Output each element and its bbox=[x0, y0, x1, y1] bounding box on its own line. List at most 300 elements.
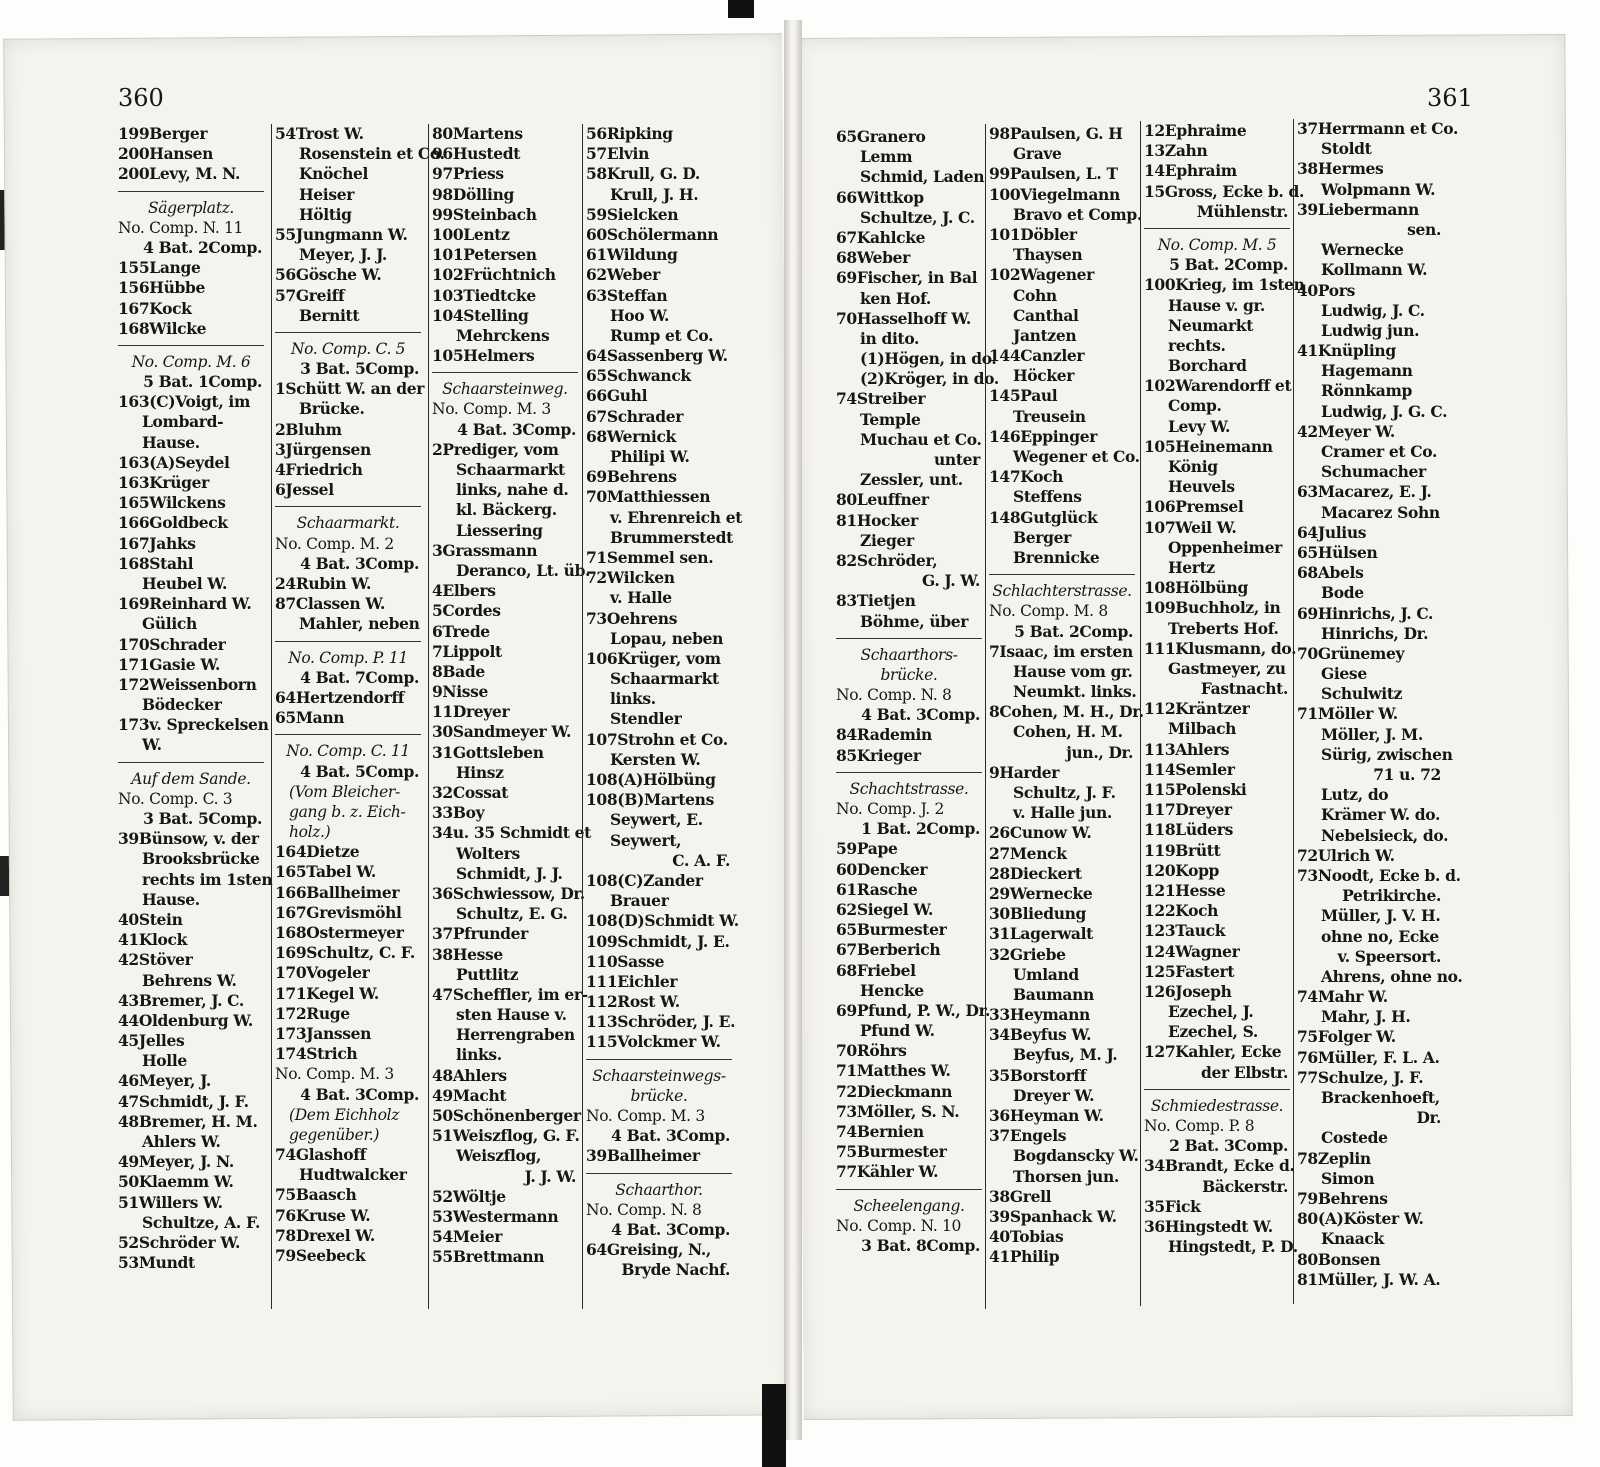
directory-entry: Hagemann bbox=[1321, 361, 1413, 381]
directory-entry: Steffens bbox=[1013, 487, 1082, 507]
directory-column-5 bbox=[836, 127, 999, 1256]
directory-entry: 172Ruge bbox=[275, 1003, 350, 1023]
directory-entry: 64Hertzendorff bbox=[275, 687, 405, 707]
directory-entry: Kollmann W. bbox=[1321, 260, 1428, 280]
directory-entry: 174Strich bbox=[275, 1044, 358, 1064]
directory-entry: 107Weil W. bbox=[1144, 517, 1237, 537]
directory-entry: Holle bbox=[142, 1051, 187, 1071]
directory-entry: Hertz bbox=[1168, 557, 1215, 577]
section-heading: brücke. bbox=[630, 1086, 688, 1105]
directory-entry: G. J. W. bbox=[922, 571, 980, 591]
directory-entry: 65Hülsen bbox=[1297, 542, 1378, 562]
directory-entry: 113Schröder, J. E. bbox=[586, 1012, 736, 1032]
directory-entry: Behrens W. bbox=[142, 970, 237, 990]
directory-entry: 74Glashoff bbox=[275, 1145, 366, 1165]
directory-entry: 105Heinemann bbox=[1144, 436, 1273, 456]
directory-entry: 49Meyer, J. N. bbox=[118, 1152, 234, 1172]
directory-entry: 2 Bat. 3Comp. bbox=[1169, 1136, 1288, 1156]
directory-entry: Levy W. bbox=[1168, 416, 1231, 436]
directory-entry: Mahler, neben bbox=[299, 614, 420, 634]
directory-entry: No. Comp. N. 8 bbox=[586, 1200, 702, 1219]
directory-entry: 13Zahn bbox=[1144, 141, 1208, 161]
directory-entry: Ezechel, S. bbox=[1168, 1022, 1258, 1042]
directory-entry: 38Hermes bbox=[1297, 159, 1384, 179]
directory-entry: Ludwig, J. C. bbox=[1321, 300, 1425, 320]
directory-entry: Canthal bbox=[1013, 305, 1079, 325]
directory-entry: 102Warendorff et bbox=[1144, 376, 1292, 396]
directory-entry: Schaarmarkt bbox=[456, 460, 565, 480]
directory-entry: 5Cordes bbox=[432, 601, 501, 621]
directory-entry: 6Jessel bbox=[275, 480, 334, 500]
directory-entry: 169Reinhard W. bbox=[118, 594, 252, 614]
directory-entry: 78Drexel W. bbox=[275, 1225, 375, 1245]
directory-entry: 7Isaac, im ersten bbox=[989, 641, 1133, 661]
directory-entry: 29Wernecke bbox=[989, 883, 1093, 903]
directory-entry: 104Stelling bbox=[432, 305, 529, 325]
directory-entry: 111Eichler bbox=[586, 971, 678, 991]
directory-entry: 32Cossat bbox=[432, 783, 509, 803]
section-heading: Schaarthors- bbox=[836, 638, 982, 665]
directory-entry: 127Kahler, Ecke bbox=[1144, 1042, 1282, 1062]
directory-entry: 4Friedrich bbox=[275, 460, 363, 480]
directory-entry: 32Griebe bbox=[989, 944, 1066, 964]
directory-entry: Ahlers W. bbox=[142, 1132, 221, 1152]
directory-entry: 73Möller, S. N. bbox=[836, 1101, 960, 1121]
directory-entry: 4 Bat. 3Comp. bbox=[300, 553, 419, 573]
directory-entry: 46Meyer, J. bbox=[118, 1071, 211, 1091]
directory-entry: Neumarkt bbox=[1168, 315, 1254, 335]
directory-column-2 bbox=[271, 124, 445, 1309]
directory-entry: 145Paul bbox=[989, 386, 1058, 406]
directory-entry: in dito. bbox=[860, 328, 920, 348]
directory-entry: König bbox=[1168, 457, 1218, 477]
directory-entry: Brücke. bbox=[299, 399, 365, 419]
directory-entry: 15Gross, Ecke b. d. bbox=[1144, 181, 1305, 201]
directory-entry: 109Schmidt, J. E. bbox=[586, 931, 730, 951]
directory-entry: 75Burmester bbox=[836, 1142, 947, 1162]
directory-entry: Bode bbox=[1321, 583, 1364, 603]
directory-entry: Lopau, neben bbox=[610, 628, 724, 648]
directory-entry: 108(C)Zander bbox=[586, 870, 703, 890]
directory-entry: Zieger bbox=[860, 530, 914, 550]
directory-entry: 68Weber bbox=[836, 248, 910, 268]
bottom-clip bbox=[762, 1384, 786, 1467]
directory-entry: 42Meyer W. bbox=[1297, 421, 1395, 441]
directory-entry: 80Leuffner bbox=[836, 490, 929, 510]
directory-entry: 48Bremer, H. M. bbox=[118, 1111, 258, 1131]
directory-entry: 70Röhrs bbox=[836, 1041, 907, 1061]
directory-entry: No. Comp. C. 3 bbox=[118, 789, 233, 808]
directory-entry: Treusein bbox=[1013, 406, 1086, 426]
directory-entry: Dreyer W. bbox=[1013, 1085, 1095, 1105]
directory-entry: 49Macht bbox=[432, 1085, 507, 1105]
directory-entry: Stoldt bbox=[1321, 139, 1372, 159]
directory-entry: 65Schwanck bbox=[586, 366, 691, 386]
directory-entry: Wolters bbox=[456, 843, 520, 863]
directory-entry: Jantzen bbox=[1013, 325, 1077, 345]
directory-entry: No. Comp. M. 3 bbox=[586, 1107, 705, 1126]
directory-entry: 47Scheffler, im er- bbox=[432, 984, 588, 1004]
directory-entry: 103Tiedtcke bbox=[432, 285, 536, 305]
directory-entry: 31Lagerwalt bbox=[989, 924, 1093, 944]
directory-entry: Neumkt. links. bbox=[1013, 682, 1137, 702]
directory-entry: 72Wilcken bbox=[586, 568, 675, 588]
directory-entry: 54Trost W. bbox=[275, 124, 364, 143]
directory-entry: 4 Bat. 3Comp. bbox=[457, 419, 576, 439]
directory-entry: unter bbox=[934, 450, 980, 469]
directory-entry: 108(A)Hölbüng bbox=[586, 770, 716, 789]
directory-entry: 169Schultz, C. F. bbox=[275, 943, 415, 963]
directory-entry: 4 Bat. 3Comp. bbox=[861, 705, 980, 725]
directory-entry: Ludwig, J. G. C. bbox=[1321, 401, 1448, 421]
directory-entry: 146Eppinger bbox=[989, 426, 1098, 446]
directory-entry: 64Greising, N., bbox=[586, 1240, 711, 1260]
directory-entry: 120Kopp bbox=[1144, 860, 1220, 880]
directory-entry: 56Gösche W. bbox=[275, 265, 382, 285]
directory-entry: Bernitt bbox=[299, 305, 360, 325]
directory-entry: Schmid, Laden bbox=[860, 167, 985, 187]
directory-entry: Schultze, A. F. bbox=[142, 1212, 261, 1232]
directory-entry: Brackenhoeft, bbox=[1321, 1088, 1440, 1107]
directory-entry: Meyer, J. J. bbox=[299, 245, 387, 265]
directory-entry: 167Kock bbox=[118, 298, 192, 318]
directory-entry: Liessering bbox=[456, 520, 543, 540]
directory-entry: 69Behrens bbox=[586, 467, 677, 487]
directory-entry: 167Grevismöhl bbox=[275, 902, 402, 922]
directory-entry: Sürig, zwischen bbox=[1321, 744, 1453, 764]
directory-entry: Lutz, do bbox=[1321, 785, 1389, 805]
directory-entry: 166Goldbeck bbox=[118, 513, 228, 533]
directory-entry: v. Halle bbox=[610, 588, 672, 608]
directory-entry: Hinsz bbox=[456, 762, 504, 782]
directory-entry: 40Pors bbox=[1297, 280, 1355, 300]
directory-entry: 36Schwiessow, Dr. bbox=[432, 883, 585, 903]
directory-entry: Hause. bbox=[142, 889, 200, 909]
directory-entry: v. Speersort. bbox=[1337, 946, 1441, 966]
directory-entry: Schultz, E. G. bbox=[456, 904, 568, 924]
directory-entry: 34Beyfus W. bbox=[989, 1025, 1092, 1045]
directory-entry: 43Bremer, J. C. bbox=[118, 990, 244, 1010]
section-heading: Schaarmarkt. bbox=[275, 506, 421, 533]
directory-entry: Schaarmarkt bbox=[610, 669, 719, 689]
directory-entry: Böhme, über bbox=[860, 611, 969, 631]
directory-entry: Schultz, J. F. bbox=[1013, 783, 1116, 803]
directory-entry: 87Classen W. bbox=[275, 594, 386, 614]
directory-entry: Höcker bbox=[1013, 366, 1075, 386]
directory-entry: Brooksbrücke bbox=[142, 849, 260, 869]
directory-entry: 70Grünemey bbox=[1297, 643, 1405, 663]
directory-entry: Cramer et Co. bbox=[1321, 442, 1438, 461]
directory-entry: 199Berger bbox=[118, 124, 208, 143]
directory-entry: 14Ephraim bbox=[1144, 161, 1237, 181]
directory-entry: 109Buchholz, in bbox=[1144, 598, 1281, 618]
directory-entry: 3Jürgensen bbox=[275, 439, 371, 459]
directory-entry: 50Klaemm W. bbox=[118, 1172, 234, 1192]
directory-entry: 73Oehrens bbox=[586, 608, 678, 628]
directory-entry: 62Siegel W. bbox=[836, 899, 934, 919]
directory-entry: No. Comp. M. 3 bbox=[432, 400, 551, 419]
directory-entry: v. Ehrenreich et bbox=[610, 507, 743, 527]
directory-entry: 67Schrader bbox=[586, 406, 684, 426]
directory-entry: J. J. W. bbox=[524, 1166, 576, 1186]
directory-entry: 102Früchtnich bbox=[432, 265, 556, 285]
directory-entry: Rump et Co. bbox=[610, 325, 714, 345]
directory-entry: 102Wagener bbox=[989, 265, 1094, 285]
directory-entry: No. Comp. N. 8 bbox=[836, 686, 952, 705]
directory-entry: 163(C)Voigt, im bbox=[118, 392, 251, 412]
directory-entry: 56Ripking bbox=[586, 124, 673, 143]
directory-entry: Heiser bbox=[299, 184, 355, 204]
directory-entry: Giese bbox=[1321, 664, 1367, 684]
directory-entry: 55Brettmann bbox=[432, 1247, 545, 1267]
page-number-right: 361 bbox=[1427, 84, 1473, 112]
directory-entry: Brauer bbox=[610, 891, 669, 911]
directory-entry: 63Macarez, E. J. bbox=[1297, 482, 1432, 502]
directory-entry: Cohn bbox=[1013, 285, 1057, 305]
directory-entry: 79Seebeck bbox=[275, 1246, 366, 1265]
section-heading: brücke. bbox=[880, 665, 938, 684]
directory-entry: 65Mann bbox=[275, 708, 345, 728]
directory-entry: Höltig bbox=[299, 204, 352, 224]
directory-entry: 84Rademin bbox=[836, 725, 932, 745]
directory-entry: 5 Bat. 1Comp. bbox=[143, 372, 262, 392]
directory-entry: 3Grassmann bbox=[432, 540, 538, 560]
directory-entry: Krämer W. do. bbox=[1321, 805, 1441, 825]
directory-entry: Treberts Hof. bbox=[1168, 618, 1279, 638]
directory-entry: Ezechel, J. bbox=[1168, 1002, 1254, 1022]
directory-entry: 80Bonsen bbox=[1297, 1249, 1381, 1269]
directory-entry: holz.) bbox=[289, 823, 331, 842]
directory-entry: 5 Bat. 2Comp. bbox=[1169, 255, 1288, 275]
directory-entry: C. A. F. bbox=[672, 850, 730, 870]
directory-entry: Umland bbox=[1013, 964, 1079, 984]
directory-entry: 77Kähler W. bbox=[836, 1162, 939, 1182]
directory-entry: 100Viegelmann bbox=[989, 184, 1120, 204]
directory-entry: Brummerstedt bbox=[610, 527, 733, 547]
directory-entry: 54Meier bbox=[432, 1227, 503, 1247]
directory-entry: 83Tietjen bbox=[836, 591, 916, 611]
directory-entry: No. Comp. P. 8 bbox=[1144, 1117, 1255, 1136]
directory-entry: Macarez Sohn bbox=[1321, 502, 1440, 522]
directory-entry: Möller, J. M. bbox=[1321, 724, 1423, 744]
directory-entry: 110Sasse bbox=[586, 951, 665, 971]
directory-entry: 119Brütt bbox=[1144, 840, 1221, 860]
directory-entry: 8Bade bbox=[432, 661, 485, 681]
directory-entry: 170Vogeler bbox=[275, 963, 370, 983]
directory-entry: (Vom Bleicher- bbox=[289, 782, 400, 801]
directory-entry: v. Halle jun. bbox=[1013, 803, 1112, 823]
directory-entry: 47Schmidt, J. F. bbox=[118, 1091, 249, 1111]
section-heading: Schaarthor. bbox=[586, 1173, 732, 1200]
directory-entry: 111Klusmann, do. bbox=[1144, 638, 1297, 658]
directory-entry: 165Wilckens bbox=[118, 493, 226, 513]
directory-entry: Nebelsieck, do. bbox=[1321, 825, 1449, 845]
directory-entry: 76Müller, F. L. A. bbox=[1297, 1047, 1440, 1067]
directory-entry: Puttlitz bbox=[456, 964, 519, 984]
directory-entry: Muchau et Co. bbox=[860, 429, 982, 449]
directory-entry: Oppenheimer bbox=[1168, 537, 1282, 557]
directory-entry: 118Lüders bbox=[1144, 820, 1233, 840]
directory-entry: 108(B)Martens bbox=[586, 790, 714, 810]
directory-entry: jun., Dr. bbox=[1066, 742, 1133, 762]
directory-entry: 163Krüger bbox=[118, 473, 209, 493]
directory-entry: Rönnkamp bbox=[1321, 381, 1412, 401]
directory-entry: 7Lippolt bbox=[432, 641, 502, 661]
directory-entry: Krull, J. H. bbox=[610, 184, 699, 204]
directory-entry: 67Berberich bbox=[836, 940, 941, 960]
directory-entry: 115Polenski bbox=[1144, 780, 1247, 800]
directory-entry: Pfund W. bbox=[860, 1021, 935, 1041]
directory-column-7 bbox=[1140, 121, 1305, 1306]
directory-entry: 115Volckmer W. bbox=[586, 1032, 721, 1052]
directory-entry: Heubel W. bbox=[142, 573, 227, 593]
directory-entry: Schultze, J. C. bbox=[860, 207, 975, 227]
directory-entry: Weiszflog, bbox=[456, 1146, 542, 1166]
directory-entry: (2)Kröger, in do. bbox=[860, 369, 999, 389]
directory-entry: 112Kräntzer bbox=[1144, 699, 1250, 719]
section-heading: Schlachterstrasse. bbox=[989, 574, 1135, 601]
directory-entry: No. Comp. M. 3 bbox=[275, 1065, 394, 1084]
directory-entry: No. Comp. N. 11 bbox=[118, 218, 244, 237]
directory-entry: 30Sandmeyer W. bbox=[432, 722, 572, 742]
directory-entry: 173Janssen bbox=[275, 1023, 372, 1043]
directory-entry: Seywert, bbox=[610, 830, 682, 850]
directory-entry: Hingstedt, P. D. bbox=[1168, 1237, 1298, 1257]
directory-entry: 33Boy bbox=[432, 803, 485, 823]
directory-entry: 36Heyman W. bbox=[989, 1106, 1104, 1126]
directory-entry: 68Wernick bbox=[586, 426, 676, 446]
directory-entry: Baumann bbox=[1013, 984, 1094, 1004]
directory-entry: Gülich bbox=[142, 614, 197, 634]
directory-entry: gang b. z. Eich- bbox=[289, 802, 406, 821]
directory-entry: 164Dietze bbox=[275, 842, 360, 862]
directory-entry: 50Schönenberger bbox=[432, 1106, 581, 1126]
directory-column-4 bbox=[582, 124, 743, 1309]
directory-entry: Fastnacht. bbox=[1200, 679, 1288, 699]
directory-entry: 71Möller W. bbox=[1297, 704, 1398, 724]
directory-entry: Deranco, Lt. üb. bbox=[456, 560, 591, 580]
directory-entry: 40Tobias bbox=[989, 1227, 1064, 1247]
directory-entry: Ahrens, ohne no. bbox=[1321, 966, 1463, 986]
directory-entry: 34Brandt, Ecke d. bbox=[1144, 1156, 1295, 1176]
section-heading: Schaarsteinweg. bbox=[432, 372, 578, 399]
directory-entry: Schmidt, J. J. bbox=[456, 863, 563, 883]
directory-entry: 168Wilcke bbox=[118, 318, 207, 338]
section-heading: No. Comp. P. 11 bbox=[275, 641, 421, 668]
directory-entry: 99Steinbach bbox=[432, 204, 537, 224]
directory-entry: 6Trede bbox=[432, 621, 490, 641]
directory-entry: 12Ephraime bbox=[1144, 121, 1247, 140]
directory-entry: 70Matthiessen bbox=[586, 487, 711, 507]
directory-entry: 167Jahks bbox=[118, 533, 196, 553]
directory-entry: 200Levy, M. N. bbox=[118, 164, 241, 184]
directory-entry: 168Ostermeyer bbox=[275, 923, 404, 942]
directory-entry: 45Jelles bbox=[118, 1031, 185, 1051]
section-heading: Schaarsteinwegs- bbox=[586, 1059, 732, 1086]
directory-entry: 75Folger W. bbox=[1297, 1027, 1396, 1047]
directory-entry: 51Willers W. bbox=[118, 1192, 223, 1212]
directory-entry: Borchard bbox=[1168, 356, 1247, 376]
directory-entry: 200Hansen bbox=[118, 144, 214, 164]
directory-entry: Mehrckens bbox=[456, 325, 550, 345]
directory-entry: Bödecker bbox=[142, 695, 222, 715]
directory-entry: 155Lange bbox=[118, 258, 201, 278]
directory-entry: 82Schröder, bbox=[836, 550, 938, 570]
directory-entry: 69Hinrichs, J. C. bbox=[1297, 603, 1434, 623]
directory-entry: 59Pape bbox=[836, 839, 898, 859]
directory-column-3 bbox=[428, 124, 591, 1309]
directory-entry: Petrikirche. bbox=[1342, 886, 1441, 906]
directory-column-6 bbox=[985, 124, 1144, 1309]
directory-entry: 53Mundt bbox=[118, 1253, 195, 1273]
section-heading: Schachtstrasse. bbox=[836, 772, 982, 799]
directory-entry: 125Fastert bbox=[1144, 961, 1235, 981]
directory-column-8 bbox=[1293, 119, 1463, 1304]
directory-entry: 9Nisse bbox=[432, 682, 489, 702]
directory-entry: rechts im 1sten bbox=[142, 869, 273, 889]
directory-entry: 67Kahlcke bbox=[836, 227, 926, 247]
directory-entry: 39Liebermann bbox=[1297, 199, 1419, 219]
directory-entry: Hause v. gr. bbox=[1168, 295, 1265, 315]
directory-entry: 1 Bat. 2Comp. bbox=[861, 819, 980, 839]
directory-entry: 27Menck bbox=[989, 843, 1067, 863]
directory-entry: 79Behrens bbox=[1297, 1188, 1388, 1208]
directory-entry: Mahr, J. H. bbox=[1321, 1007, 1411, 1027]
directory-entry: sten Hause v. bbox=[456, 1005, 567, 1025]
directory-entry: 37Pfrunder bbox=[432, 924, 528, 944]
directory-entry: 3 Bat. 8Comp. bbox=[861, 1235, 980, 1255]
directory-entry: 68Friebel bbox=[836, 960, 916, 980]
directory-entry: 4 Bat. 3Comp. bbox=[611, 1219, 730, 1239]
directory-entry: 74Mahr W. bbox=[1297, 987, 1388, 1007]
directory-entry: Knöchel bbox=[299, 164, 369, 184]
directory-entry: 97Priess bbox=[432, 164, 504, 184]
top-clip bbox=[728, 0, 754, 18]
directory-entry: No. Comp. N. 10 bbox=[836, 1216, 962, 1235]
directory-entry: 59Sielcken bbox=[586, 204, 679, 224]
directory-entry: 40Stein bbox=[118, 909, 183, 929]
directory-entry: Ludwig jun. bbox=[1321, 320, 1420, 340]
directory-entry: Hudtwalcker bbox=[299, 1165, 407, 1185]
directory-entry: Schumacher bbox=[1321, 462, 1426, 482]
directory-entry: Simon bbox=[1321, 1168, 1375, 1188]
directory-entry: 34u. 35 Schmidt et bbox=[432, 823, 591, 843]
directory-entry: Hause vom gr. bbox=[1013, 661, 1133, 681]
directory-entry: 39Ballheimer bbox=[586, 1146, 700, 1166]
directory-entry: 73Noodt, Ecke b. d. bbox=[1297, 865, 1461, 885]
directory-entry: 41Philip bbox=[989, 1247, 1060, 1267]
directory-entry: 38Grell bbox=[989, 1186, 1052, 1206]
directory-entry: 105Helmers bbox=[432, 346, 535, 366]
directory-entry: W. bbox=[142, 735, 162, 755]
directory-entry: 38Hesse bbox=[432, 944, 503, 964]
directory-entry: 61Rasche bbox=[836, 879, 918, 899]
directory-entry: 52Wöltje bbox=[432, 1186, 506, 1206]
directory-entry: 3 Bat. 5Comp. bbox=[300, 359, 419, 379]
directory-entry: 60Schölermann bbox=[586, 224, 719, 244]
directory-entry: links. bbox=[610, 689, 656, 709]
directory-entry: 126Joseph bbox=[1144, 981, 1232, 1001]
directory-entry: Hoo W. bbox=[610, 305, 670, 325]
directory-entry: Beyfus, M. J. bbox=[1013, 1045, 1118, 1065]
directory-entry: 64Sassenberg W. bbox=[586, 346, 728, 366]
directory-entry: 107Strohn et Co. bbox=[586, 729, 728, 749]
section-heading: No. Comp. C. 11 bbox=[275, 734, 421, 761]
directory-entry: Müller, J. V. H. bbox=[1321, 906, 1441, 926]
directory-entry: 52Schröder W. bbox=[118, 1232, 241, 1252]
section-heading: No. Comp. M. 5 bbox=[1144, 228, 1290, 255]
directory-entry: 63Steffan bbox=[586, 285, 668, 305]
